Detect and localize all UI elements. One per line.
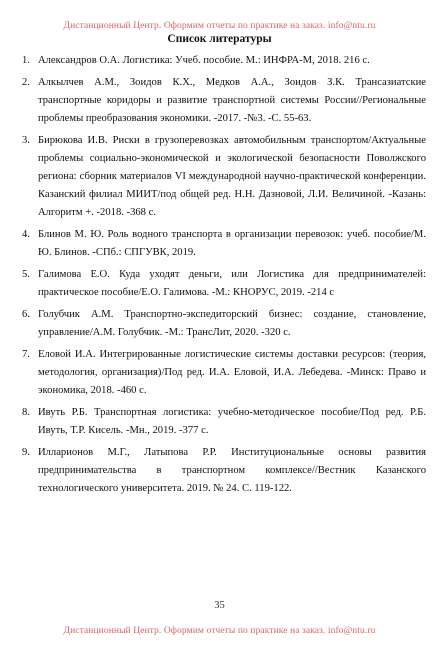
watermark-top: Дистанционный Центр. Оформим отчеты по практике на заказ. info@ntu.ru [63, 21, 376, 31]
reference-number: 8. [22, 407, 30, 418]
reference-item [22, 74, 426, 128]
reference-number: 6. [22, 309, 30, 320]
page-title: Список литературы [167, 33, 272, 45]
reference-number: 2. [22, 77, 30, 88]
reference-item [22, 132, 426, 222]
reference-item [22, 52, 426, 70]
reference-text: Илларионов М.Г., Латыпова Р.Р. Институциональные основы развития предпринимательства в транспортном комплексе//Вестник Казанского технологического университета. 2019. № 24. С. 119-122. [38, 447, 426, 494]
reference-text: Еловой И.А. Интегрированные логистические системы доставки ресурсов: (теория, методология, организация)/Под ред. И.А. Еловой, И.А. Лебедева. -Минск: Право и экономика, 2018. -460 с. [38, 349, 426, 396]
reference-text: Ивуть Р.Б. Транспортная логистика: учебно-методическое пособие/Под ред. Р.Б. Ивуть, Т.Р. Кисель. -Мн., 2019. -377 с. [38, 407, 426, 436]
reference-number: 4. [22, 229, 30, 240]
reference-item [22, 346, 426, 400]
reference-number: 9. [22, 447, 30, 458]
watermark-bottom: Дистанционный Центр. Оформим отчеты по практике на заказ. info@ntu.ru [63, 626, 376, 636]
reference-item [22, 306, 426, 342]
reference-text: Александров О.А. Логистика: Учеб. пособие. М.: ИНФРА-М, 2018. 216 с. [38, 55, 370, 66]
reference-number: 3. [22, 135, 30, 146]
reference-number: 5. [22, 269, 30, 280]
reference-text: Голубчик А.М. Транспортно-экспедиторский бизнес: создание, становление, управление/А.М. Голубчик. -М.: ТрансЛит, 2020. -320 с. [38, 309, 426, 338]
reference-number: 7. [22, 349, 30, 360]
reference-text: Галимова Е.О. Куда уходят деньги, или Логистика для предпринимателей: практическое пособие/Е.О. Галимова. -М.: КНОРУС, 2019. -214 с [38, 269, 426, 298]
reference-text: Алкылчев А.М., Зоидов К.Х., Медков А.А., Зоидов З.К. Трансазиатские транспортные коридоры и развитие транспортной системы России//Региональные проблемы преобразования экономики. -2017. -№3. -С. 55-63. [38, 77, 426, 124]
reference-item [22, 226, 426, 262]
reference-item [22, 266, 426, 302]
reference-list [22, 52, 426, 502]
page-number: 35 [214, 600, 225, 611]
reference-number: 1. [22, 55, 30, 66]
reference-item [22, 404, 426, 440]
reference-item [22, 444, 426, 498]
reference-text: Блинов М. Ю. Роль водного транспорта в организации перевозок: учеб. пособие/М. Ю. Блинов. -СПб.: СПГУВК, 2019. [38, 229, 426, 258]
reference-text: Бирюкова И.В. Риски в грузоперевозках автомобильным транспортом/Актуальные проблемы социально-экономической и экологической безопасности Поволжского региона: сборник материалов VI международной научно-практической конференции. Казанский филиал МИИТ/под общей ред. Н.Н. Дазновой, Л.И. Величиной. -Казань: Алгоритм +. -2018. -368 с. [38, 135, 426, 218]
